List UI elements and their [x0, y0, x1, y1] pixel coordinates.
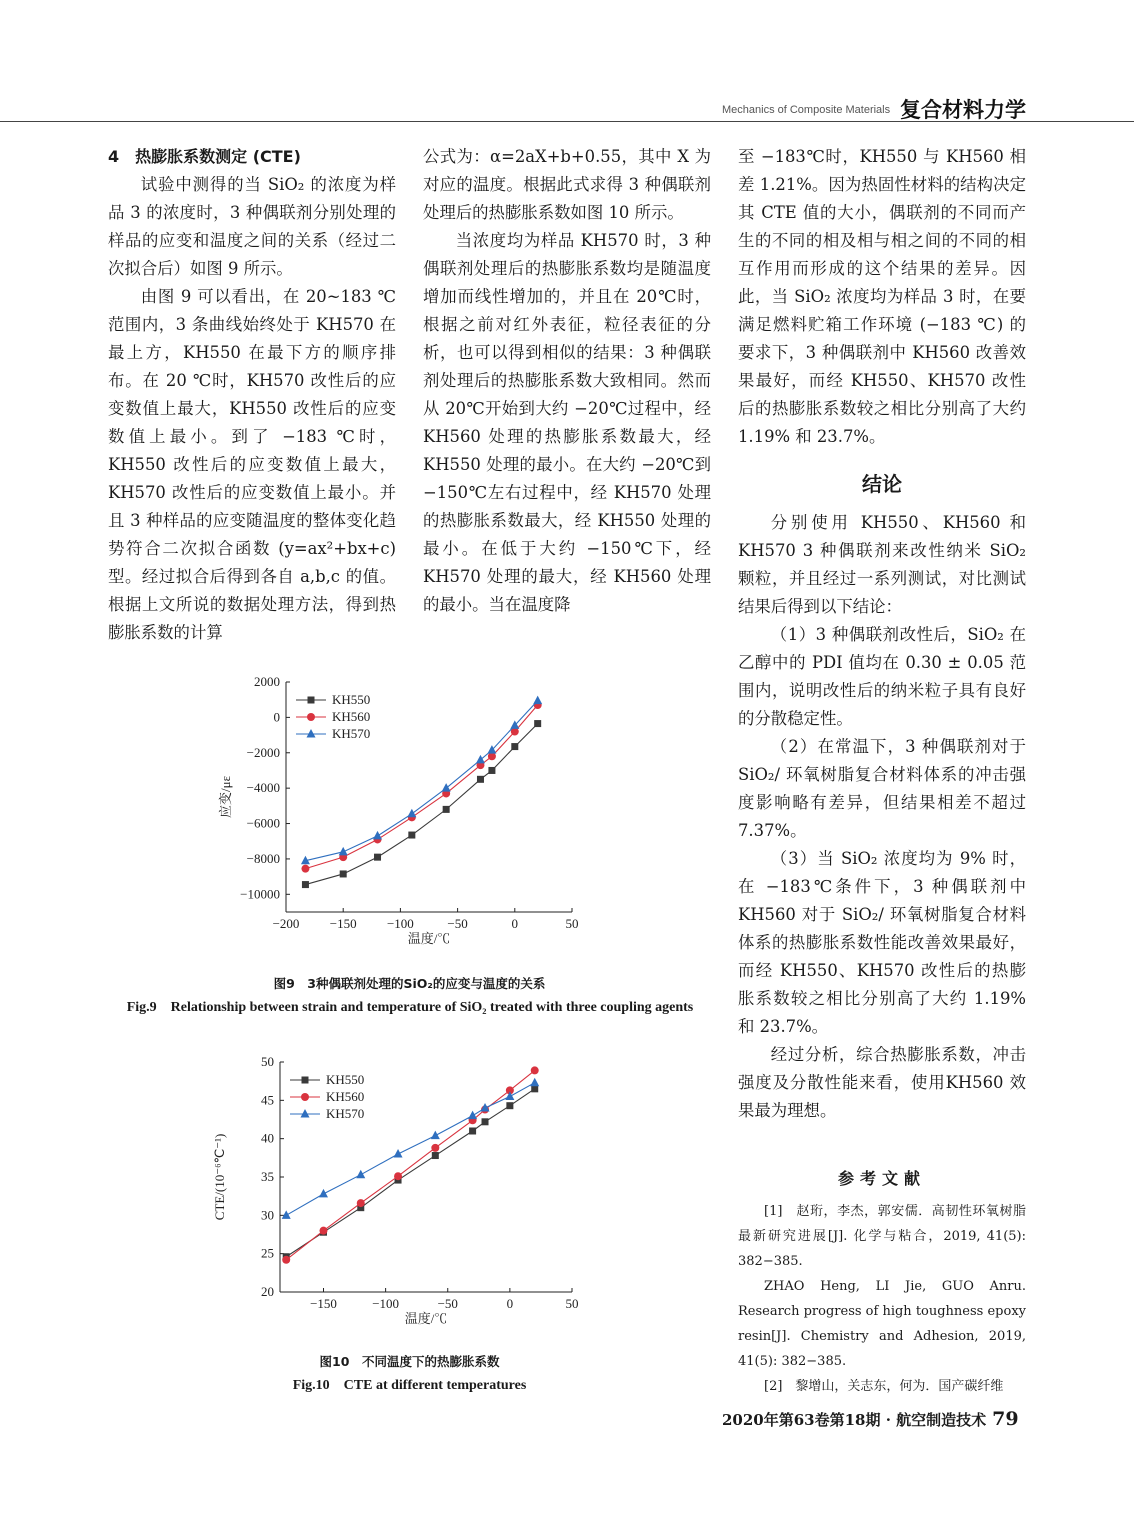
x-tick-label: 50 — [565, 1296, 579, 1311]
conclusion-title: 结论 — [862, 472, 902, 496]
paragraph: 试验中测得的当 SiO₂ 的浓度为样品 3 的浓度时，3 种偶联剂分别处理的样品的应变和温度之间的关系（经过二次拟合后）如图 9 所示。 — [108, 175, 396, 278]
data-point-kh550 — [506, 1102, 513, 1109]
y-tick-label: 2000 — [254, 674, 280, 689]
legend-marker — [307, 729, 316, 738]
data-point-kh570 — [431, 1131, 440, 1140]
data-point-kh550 — [482, 1118, 489, 1125]
paragraph: （1）3 种偶联剂改性后，SiO₂ 在乙醇中的 PDI 值均在 0.30 ± 0.05 范围内，说明改性后的纳米粒子具有良好的分散稳定性。 — [738, 625, 1026, 728]
data-point-kh570 — [533, 696, 542, 705]
data-point-kh560 — [357, 1199, 365, 1207]
journal-name-en: Mechanics of Composite Materials — [722, 104, 891, 116]
column-3 — [738, 143, 1026, 1399]
y-axis-label: 应变/με — [218, 775, 233, 819]
journal-name-cn: 复合材料力学 — [900, 98, 1026, 122]
legend-label: KH560 — [332, 709, 371, 724]
x-tick-label: −150 — [310, 1296, 337, 1311]
reference-item: [2] 黎增山，关志东，何为．国产碳纤维 — [764, 1379, 1004, 1394]
series-line-kh550 — [305, 724, 537, 885]
data-point-kh570 — [356, 1170, 365, 1179]
data-point-kh550 — [488, 767, 495, 774]
data-point-kh550 — [340, 870, 347, 877]
y-tick-label: −6000 — [246, 815, 280, 831]
x-tick-label: −100 — [386, 916, 414, 931]
legend-marker — [301, 1109, 310, 1118]
data-point-kh570 — [282, 1210, 291, 1219]
data-point-kh550 — [374, 854, 381, 861]
y-tick-label: −2000 — [246, 744, 280, 760]
page-number: 79 — [992, 1408, 1019, 1430]
reference-item: [1] 赵珩，李杰，郭安儒．高韧性环氧树脂最新研究进展[J]. 化学与粘合，2019, 41(5): 382−385. — [738, 1204, 1026, 1269]
header-rule — [0, 121, 1134, 122]
paragraph: 由图 9 可以看出，在 20~183 ℃范围内，3 条曲线始终处于 KH570 在最上方，KH550 在最下方的顺序排布。在 20 ℃时，KH570 改性后的应变数值上最大，KH550 改性后的应变数值上最小。到了 −183 ℃时，KH550 改性后的应变数值上最大，KH570 改性后的应变数值上最小。并且 3 种样品的应变随温度的整体变化趋势符合二次拟合函数 (y=ax²+bx+c) 型。经过拟合后得到各自 a,b,c 的值。根据上文所说的数据处理方法，得到热膨胀系数的计算 — [108, 287, 396, 642]
y-tick-label: 0 — [273, 709, 280, 725]
y-tick-label: 45 — [261, 1092, 274, 1108]
paragraph: 当浓度均为样品 KH570 时，3 种偶联剂处理后的热膨胀系数均是随温度增加而线性增加的，并且在 20℃时，根据之前对红外表征，粒径表征的分析，也可以得到相似的结果：3 种偶联剂处理后的热膨胀系数大致相同。然而从 20℃开始到大约 −20℃过程中，经 KH560 处理的热膨胀系数最大，经 KH550 处理的最小。在大约 −20℃到 −150℃左右过程中，经 KH570 处理的热膨胀系数最大，经 KH550 处理的最小。在低于大约 −150℃下，经 KH570 处理的最大，经 KH560 处理的最小。当在温度降 — [423, 231, 711, 614]
x-tick-label: −50 — [447, 916, 468, 931]
data-point-kh560 — [394, 1172, 402, 1180]
x-tick-label: −100 — [372, 1296, 400, 1311]
legend-label: KH550 — [332, 692, 371, 707]
column-1 — [108, 143, 396, 647]
data-point-kh560 — [319, 1227, 327, 1235]
x-tick-label: −50 — [437, 1296, 458, 1311]
footer-issue: 2020年第63卷第18期 · 航空制造技术 — [722, 1411, 987, 1429]
data-point-kh560 — [301, 865, 309, 873]
y-axis-label: CTE/(10⁻⁶℃⁻¹) — [212, 1133, 227, 1221]
y-tick-label: 35 — [261, 1169, 274, 1184]
y-tick-label: 50 — [261, 1054, 274, 1069]
fig9-chart — [200, 670, 600, 960]
column-2 — [423, 143, 711, 619]
legend-label: KH570 — [332, 726, 371, 741]
y-tick-label: −4000 — [246, 780, 280, 796]
series-line-kh570 — [305, 701, 537, 861]
x-tick-label: −200 — [272, 916, 300, 931]
data-point-kh550 — [477, 776, 484, 783]
data-point-kh570 — [468, 1111, 477, 1120]
x-tick-label: 0 — [506, 1296, 514, 1311]
legend-label: KH570 — [326, 1106, 365, 1121]
data-point-kh550 — [534, 720, 541, 727]
reference-item: ZHAO Heng, LI Jie, GUO Anru. Research progress of high toughness epoxy resin[J]. Chemistry and Adhesion, 2019, 41(5): 382−385. — [738, 1279, 1026, 1369]
legend-marker — [301, 1093, 309, 1101]
legend-marker — [308, 697, 315, 704]
data-point-kh550 — [511, 743, 518, 750]
fig9-caption-cn: 图9 3种偶联剂处理的SiO₂的应变与温度的关系 — [273, 976, 546, 991]
legend-marker — [302, 1077, 309, 1084]
x-axis-label: 温度/℃ — [404, 1311, 448, 1326]
fig10-caption-cn: 图10 不同温度下的热膨胀系数 — [319, 1354, 500, 1369]
x-tick-label: 50 — [565, 916, 579, 931]
paragraph: 分别使用 KH550、KH560 和 KH570 3 种偶联剂来改性纳米 SiO₂ 颗粒，并且经过一系列测试，对比测试结果后得到以下结论： — [738, 513, 1026, 616]
paragraph: 经过分析，综合热膨胀系数，冲击强度及分散性能来看，使用KH560 效果最为理想。 — [738, 1045, 1026, 1120]
data-point-kh560 — [282, 1256, 290, 1264]
paragraph: （3）当 SiO₂ 浓度均为 9% 时，在 −183℃条件下，3 种偶联剂中 KH560 对于 SiO₂/ 环氧树脂复合材料体系的热膨胀系数性能改善效果最好，而经 KH550、KH570 改性后的热膨胀系数较之相比分别高了大约 1.19% 和 23.7%。 — [738, 849, 1026, 1036]
fig9-caption-en: Fig.9 Relationship between strain and temperature of SiO₂ treated with three coupling agents — [126, 1000, 694, 1015]
data-point-kh550 — [302, 881, 309, 888]
data-point-kh570 — [373, 831, 382, 840]
fig10-chart — [200, 1050, 600, 1345]
data-point-kh550 — [531, 1085, 538, 1092]
data-point-kh550 — [408, 832, 415, 839]
y-tick-label: −10000 — [240, 886, 280, 902]
data-point-kh570 — [442, 783, 451, 792]
data-point-kh550 — [432, 1152, 439, 1159]
y-tick-label: 30 — [261, 1207, 274, 1223]
references-title: 参考文献 — [837, 1169, 926, 1188]
x-tick-label: 0 — [511, 916, 519, 931]
data-point-kh570 — [319, 1189, 328, 1198]
data-point-kh550 — [443, 806, 450, 813]
y-tick-label: −8000 — [246, 850, 280, 866]
data-point-kh560 — [431, 1144, 439, 1152]
paragraph: 公式为：α=2aX+b+0.55，其中 X 为对应的温度。根据此式求得 3 种偶联剂处理后的热膨胀系数如图 10 所示。 — [423, 147, 711, 222]
x-axis-label: 温度/℃ — [407, 931, 451, 946]
data-point-kh550 — [469, 1128, 476, 1135]
y-tick-label: 20 — [261, 1284, 274, 1299]
paragraph: （2）在常温下，3 种偶联剂对于 SiO₂/ 环氧树脂复合材料体系的冲击强度影响略有差异，但结果相差不超过 7.37%。 — [738, 737, 1026, 840]
x-tick-label: −150 — [329, 916, 357, 931]
paragraph: 至 −183℃时，KH550 与 KH560 相差 1.21%。因为热固性材料的结构决定其 CTE 值的大小，偶联剂的不同而产生的不同的相及相与相之间的不同的相互作用而形成的这个结果的差异。因此，当 SiO₂ 浓度均为样品 3 时，在要满足燃料贮箱工作环境 (−183 ℃) 的要求下，3 种偶联剂中 KH560 改善效果最好，而经 KH550、KH570 改性后的热膨胀系数较之相比分别高了大约 1.19% 和 23.7%。 — [738, 147, 1026, 446]
data-point-kh570 — [476, 755, 485, 764]
legend-label: KH560 — [326, 1089, 365, 1104]
legend-marker — [307, 713, 315, 721]
data-point-kh570 — [530, 1078, 539, 1087]
data-point-kh570 — [394, 1149, 403, 1158]
y-tick-label: 40 — [261, 1130, 274, 1146]
page-footer — [722, 1408, 1019, 1430]
fig10-caption-en: Fig.10 CTE at different temperatures — [292, 1378, 527, 1393]
y-tick-label: 25 — [261, 1245, 274, 1261]
legend-label: KH550 — [326, 1072, 365, 1087]
data-point-kh570 — [407, 809, 416, 818]
data-point-kh570 — [339, 847, 348, 856]
data-point-kh560 — [531, 1066, 539, 1074]
section-title: 4 热膨胀系数测定 (CTE) — [108, 147, 301, 166]
